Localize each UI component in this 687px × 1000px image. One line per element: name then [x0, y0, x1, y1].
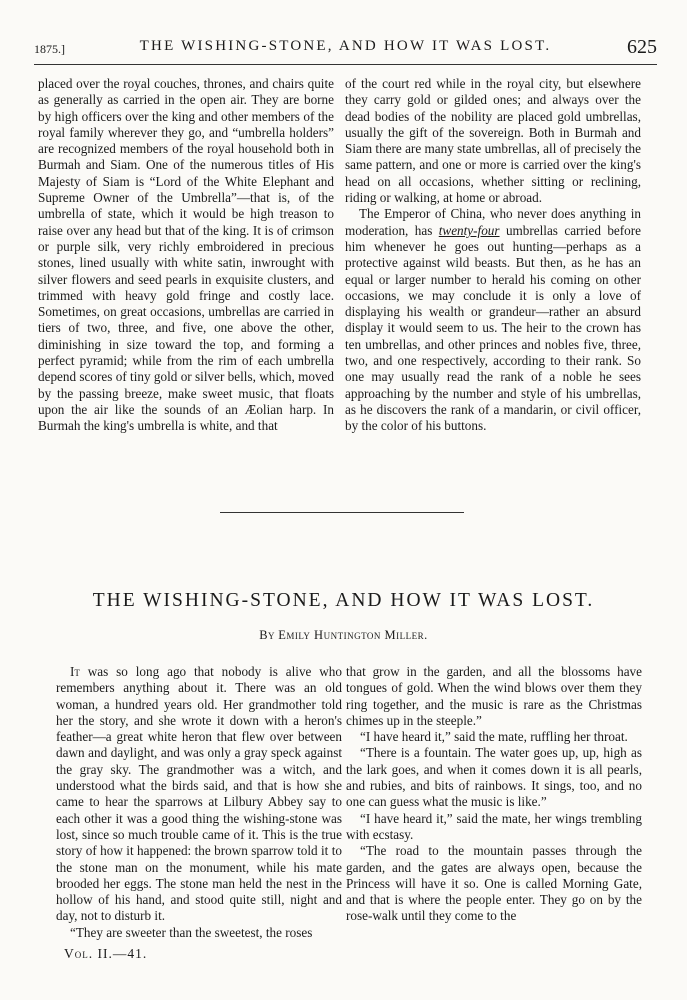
- byline-by: By: [259, 628, 276, 642]
- opening-word: It: [70, 664, 80, 679]
- byline: [0, 628, 687, 643]
- header-year: 1875.]: [34, 42, 65, 56]
- text-run: The Emperor of China, who never does anything in moderation, has: [345, 206, 641, 238]
- page-number: 625: [627, 36, 657, 58]
- text-run: umbrellas carried before him whenever he goes out hunting—perhaps as a protective against wild beasts. But then, as he has an equal or larger number to herald his coming on other occasions, we may conclude it is only a love of displaying his wealth or grandeur—rather an absurd display it would seem to us. The heir to the crown has ten umbrellas, and other princes and nobles five, three, two, and one respectively, according to their rank. So one may usually read the rank of a noble he sees approaching by the number and style of his umbrellas, as he discovers the rank of a mandarin, or civil officer, by the color of his buttons.: [345, 222, 642, 434]
- text-run: was so long ago that nobody is alive who remembers anything about it. There was an old woman, a hundred years old. Her grandmother told her the story, and she wrote it down with a heron's feather—a great white heron that flew over between dawn and daylight, and was only a gray speck against the gray sky. The grandmother was a witch, and understood what the birds said, and that is how she came to hear the sparrows at Lilbury Abbey say to each other it was a good thing the wishing-stone was lost, since so much trouble came of it. This is the true story of how it happened: the brown sparrow told it to the stone man on the monument, while his mate brooded her eggs. The stone man held the nest in the hollow of his hand, and stood quite still, night and day, not to disturb it.: [56, 664, 342, 924]
- volume-label: Vol. II.—41.: [64, 946, 148, 961]
- paragraph: “There is a fountain. The water goes up, up, high as the lark goes, and when it comes down it is all pearls, and rubies, and bits of rainbows. It sings, too, and no one can guess what the music is like.”: [346, 745, 642, 810]
- story-title: THE WISHING-STONE, AND HOW IT WAS LOST.: [92, 590, 595, 611]
- paragraph: “They are sweeter than the sweetest, the roses: [70, 924, 313, 940]
- header-rule: [34, 64, 657, 65]
- volume-signature: [64, 946, 147, 962]
- header-title: THE WISHING-STONE, AND HOW IT WAS LOST.: [139, 38, 552, 54]
- section-divider: [220, 512, 464, 513]
- running-header: [34, 36, 657, 62]
- paragraph: placed over the royal couches, thrones, and chairs quite as generally as carried in the open air. They are borne by high officers over the king and other members of the royal family wherever they go, and “umbrella holders” are recognized members of the royal household both in Burmah and Siam. One of the numerous titles of His Majesty of Siam is “Lord of the White Elephant and Supreme Owner of the Umbrella”—that is, of the umbrella of state, which it would be high treason to raise over any head but that of the king. It is of crimson or purple silk, very richly embroidered in precious stones, lined usually with white satin, inwrought with silver flowers and seed pearls in exquisite clusters, and trimmed with heavy gold fringe and costly lace. Sometimes, on great occasions, umbrellas are carried in tiers of two, three, and five, one above the other, diminishing in size toward the top, and forming a perfect pyramid; while from the rim of each umbrella depend scores of tiny gold or silver bells, which, moved by the passing breeze, make sweet music, that floats upon the air like the sounds of an Æolian harp. In Burmah the king's umbrella is white, and that: [38, 76, 334, 434]
- paragraph: of the court red while in the royal city, but elsewhere they carry gold or gilded ones; and always over the dead bodies of the nobility are placed gold umbrellas, usually the gift of the sovereign. Both in Burmah and Siam there are many state umbrellas, all of precisely the same pattern, and one or more is carried over the king's head on all occasions, whether sitting or reclining, riding or walking, at home or abroad.: [345, 76, 641, 206]
- author-name: Emily Huntington Miller.: [278, 628, 428, 642]
- paragraph: “I have heard it,” said the mate, ruffling her throat.: [360, 729, 628, 745]
- article-column-left: [38, 76, 334, 435]
- paragraph: “The road to the mountain passes through the garden, and the gates are always open, because the Princess will have it so. One is called Morning Gate, and that is where the people enter. They go on by the rose-walk until they come to the: [346, 843, 642, 924]
- story-column-left: [56, 664, 342, 941]
- emphasis-text: twenty-four: [438, 222, 500, 238]
- paragraph: [345, 206, 641, 434]
- paragraph: that grow in the garden, and all the blossoms have tongues of gold. When the wind blows over them they ring together, and the music is rare as the Christmas chimes up in the steeple.”: [346, 664, 642, 728]
- paragraph: “I have heard it,” said the mate, her wings trembling with ecstasy.: [346, 810, 642, 842]
- paragraph: [56, 664, 342, 925]
- story-column-right: [346, 664, 642, 925]
- article-column-right: [345, 76, 641, 435]
